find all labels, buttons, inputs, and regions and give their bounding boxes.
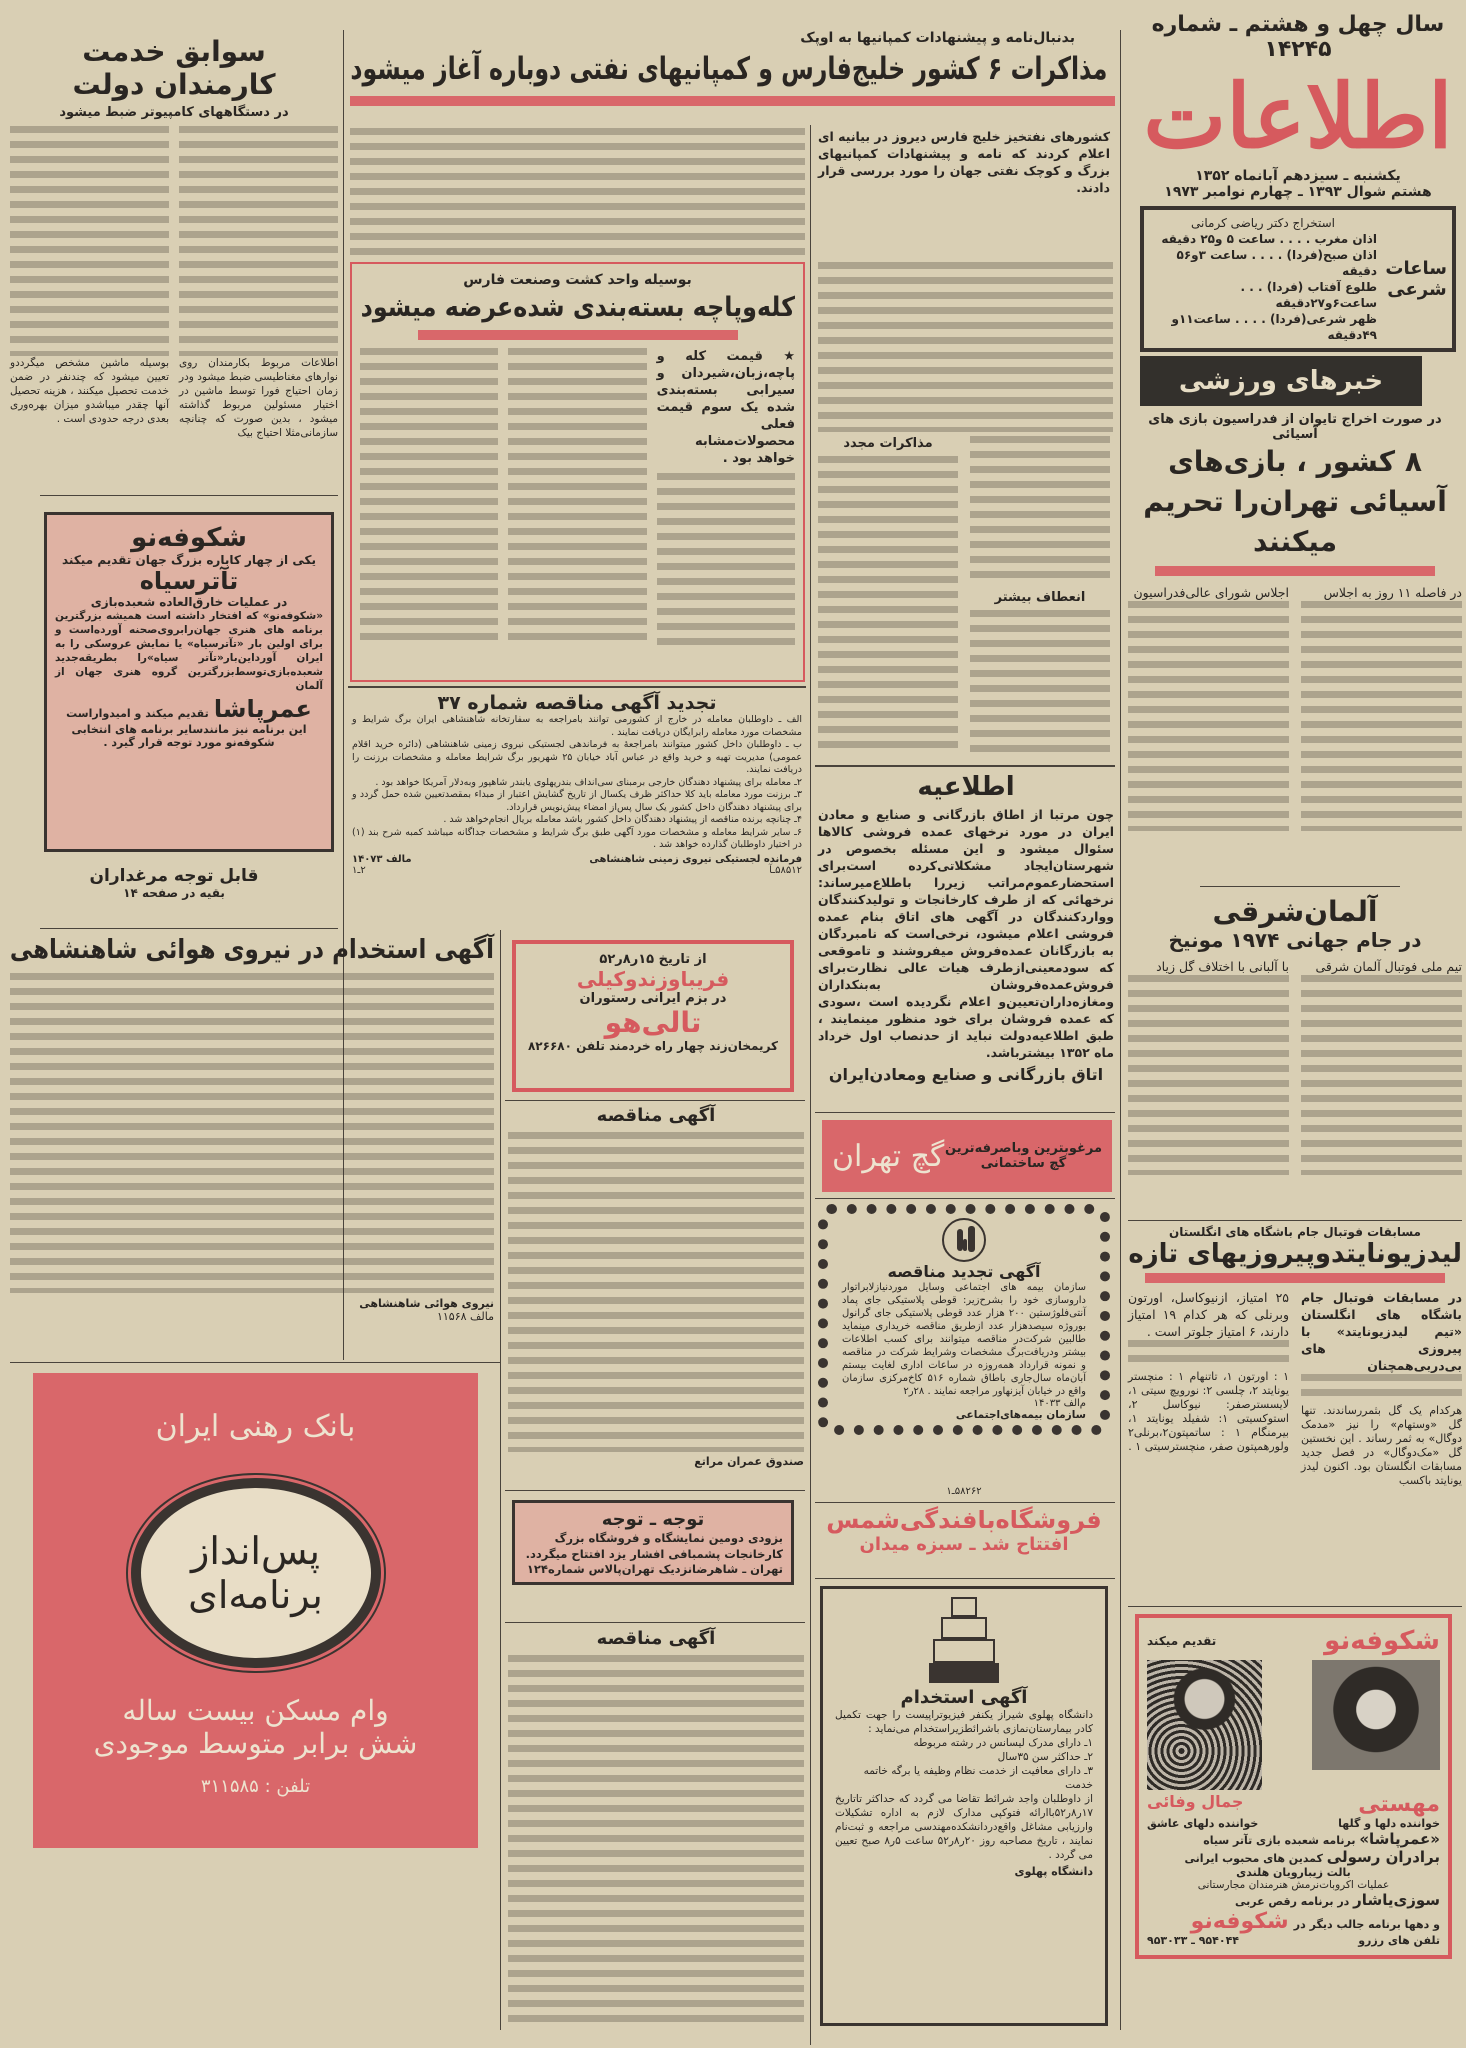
item-title: قابل توجه مرغداران	[89, 866, 259, 886]
article-headline: سوابق خدمت	[82, 35, 266, 68]
tender-title: آگهی تجدید مناقصه	[887, 1262, 1041, 1281]
ad-line: در بزم ایرانی رستوران	[579, 991, 727, 1006]
ad-headline: آگهی استخدام در نیروی هوائی شاهنشاهی	[9, 935, 495, 965]
red-rule	[350, 96, 1115, 106]
taliho-ad	[512, 940, 794, 1092]
kalle-article	[350, 262, 805, 682]
kalle-body-text	[508, 348, 646, 648]
tender-title: تجدید آگهی مناقصه شماره ۳۷	[437, 692, 717, 714]
ad-body: دانشگاه پهلوی شیراز یکنفر فیزیوتراپیست را جهت تکمیل کادر بیمارستان‌نمازی باشرائطزیراستخدام می‌نماید :	[835, 1709, 1093, 1735]
article-headline: آلمان‌شرقی	[1212, 895, 1378, 928]
singer-desc: خواننده دلهای عاشق	[1147, 1817, 1259, 1830]
tender-item: ۳ـ برزنت مورد معامله باید کلا حداکثر ظرف یکسال از تاریخ گشایش اعتبار از مبداء بمقصدتعیین شده حمل گردد و برای پیشنهاد دهندگان داخل کشور یک سال پس‌از امضاء پیش‌نویس قرارداد.	[352, 789, 802, 813]
ad-title: آگهی استخدام	[900, 1687, 1028, 1708]
tender-item: الف ـ داوطلبان معامله در خارج از کشورمی توانند بامراجعه به سفارتخانه شاهنشاهی ایران برگ شرایط و مشخصات مورد معامله رابرایگان دریافت نمایند .	[352, 714, 802, 738]
tender-item: ب ـ داوطلبان داخل کشور میتوانند بامراجعهٔ به فرماندهی لجستیکی نیروی زمینی شاهنشاهی (دائره خرید اقلام عمومی) مدیریت تهیه و خرید واقع در عباس آباد خیابان ۲۵ شهریور برگ شرایط معامله و مشخصات برزنت را دریافت نمایند.	[352, 739, 802, 775]
divider	[815, 1112, 1115, 1113]
ad-artist: فریباوزندوکیلی	[576, 967, 730, 991]
chamber-notice	[818, 772, 1114, 1084]
tender-title: آگهی مناقصه	[596, 1105, 716, 1126]
article-body-text	[179, 126, 338, 356]
prayer-times-box	[1140, 206, 1456, 352]
savings-oval	[131, 1478, 381, 1668]
article-kicker: مسابقات فوتبال جام باشگاه های انگلستان	[1169, 1225, 1421, 1239]
act-desc: بالت زیبارویان هلندی	[1236, 1866, 1351, 1879]
ad-name: عمرپاشا	[213, 695, 312, 723]
ad-address: کریمخان‌زند چهار راه خردمند تلفن ۸۲۶۶۸۰	[527, 1039, 779, 1053]
match-results: ۱ : اورتون ۱، تاتنهام ۱ : منچستر یونایتد ۲، چلسی ۲: نورویچ سیتی ۱، لایسسترصفر: نیوکاسل ۲، استوکسیتی ۱: شفیلد یونایتد ۱، بیرمنگام ۱ : ساتمپتون۲،برنلی۲ ولورهمپتون صفر، منچسترسیتی ۱ .	[1128, 1370, 1290, 1453]
article-kicker: در صورت اخراج تایوان از فدراسیون بازی های آسیائی	[1148, 412, 1442, 442]
article-body-text	[10, 126, 169, 356]
family-logo-icon	[942, 1218, 986, 1262]
ad-footer: این برنامه نیز مانندسایر برنامه های انتخابی شکوفه‌نو مورد توجه قرار گیرد .	[71, 723, 307, 749]
east-germany-article	[1128, 895, 1462, 1175]
civil-servants-article	[10, 35, 338, 440]
issue-number: سال چهل و هشتم ـ شماره ۱۴۲۴۵	[1151, 12, 1445, 62]
article-kicker: در دستگاههای کامپیوتر ضبط میشود	[59, 105, 289, 120]
subhead: مذاکرات مجدد	[843, 436, 933, 451]
masthead	[1130, 0, 1466, 350]
ad-line: در عملیات خارق‌العاده شعبده‌بازی	[90, 595, 288, 609]
ad-brand: شکوفه‌نو	[1324, 1626, 1440, 1656]
column-rule	[500, 930, 501, 2030]
ad-body: از داوطلبان واجد شرائط تقاضا می گردد که حداکثر تاتاریخ ۱۷ر۸ر۵۲باارائه فتوکپی مدارک لازم به اداره تشکیلات وارزیابی مشاغل واقع‌دردانشکده‌مهندسی مراجعه و ثبت‌نام نمایند ، تاریخ مصاحبه روز ۲۰ر۸ر۵۲ ساعت ۵ر۸ صبح تعیین می گردد .	[835, 1793, 1093, 1861]
singer-photo-mahasti	[1312, 1660, 1440, 1770]
ad-requirement: ۲ـ حداکثر سن ۳۵سال	[997, 1751, 1093, 1763]
prayer-times-label: ساعات شرعی	[1385, 258, 1447, 300]
ad-brand: شکوفه‌نو	[131, 523, 247, 553]
divider	[40, 495, 338, 496]
prayer-row: اذان مغرب . . . . ساعت ۵ و۲۵ دقیقه	[1161, 232, 1377, 246]
article-headline: کارمندان دولت	[72, 68, 276, 101]
bank-rahni-ad	[33, 1373, 478, 1848]
tender-item: ۶ـ سایر شرایط معامله و مشخصات مورد آگهی طبق برگ شرایط و مشخصات جداگانه میباشد کمبه شرح بند (۱) در اختیار داوطلبان گذارده خواهد شد .	[352, 826, 802, 850]
act-desc: عملیات اکروبات‌نرمش هنرمندان مجارستانی	[1197, 1879, 1390, 1891]
ad-show: تآترسیاه	[139, 567, 239, 595]
lead-headline: مذاکرات ۶ کشور خلیج‌فارس و کمپانیهای نفتی دوباره آغاز میشود	[350, 51, 1108, 87]
shekufeh-ad-singers	[1135, 1614, 1452, 1959]
column-rule	[810, 125, 811, 2045]
ad-line: یکی از چهار کاباره بزرگ جهان تقدیم میکند	[62, 553, 316, 567]
lead-body-text	[350, 128, 805, 256]
ad-line: مرغوبترین وباصرفه‌ترین	[945, 1141, 1102, 1156]
divider	[815, 765, 1115, 767]
article-paragraph: تیم ملی فوتبال آلمان شرقی	[1315, 959, 1462, 974]
ad-reference: ۵۸۲۶۲ـ۱	[946, 1486, 982, 1497]
article-paragraph: در مسابقات فوتبال جام باشگاه های انگلستان «تیم لیدزیونایتد» با پیروزی های بی‌دربی‌همچنان	[1301, 1290, 1462, 1373]
ad-brand: گچ تهران	[832, 1138, 945, 1174]
article-paragraph: با آلبانی با اختلاف گل زیاد	[1156, 959, 1289, 974]
ad-line: گچ ساختمانی	[980, 1156, 1067, 1171]
article-paragraph: اطلاعات مربوط بکارمندان روی نوارهای مغناطیسی ضبط میشود ودر زمان احتیاج فورا توسط ماشین در اختیار مسئولین مربوط گذاشته میشود ، بدین صورت که چنانچه سازمانی‌مثلا احتیاج بیک	[179, 357, 338, 439]
singer-name: جمال وفائی	[1147, 1792, 1244, 1811]
red-rule	[418, 330, 738, 340]
subhead: انعطاف بیشتر	[994, 590, 1086, 605]
notice-signature: اتاق بازرگانی و صنایع ومعادن‌ایران	[828, 1065, 1104, 1084]
gach-tehran-ad	[822, 1120, 1112, 1192]
airforce-ad	[10, 935, 494, 1360]
ad-signature: دانشگاه پهلوی	[1014, 1865, 1093, 1878]
lead-kicker: بدنبال‌نامه و پیشنهادات کمپانیها به اوپک	[800, 30, 1075, 46]
article-body-text	[1301, 601, 1462, 831]
tender-item: ۲ـ معامله برای پیشنهاد دهندگان خارجی برمبنای سی‌انداف بندرپهلوی یابندر شاهپور وبه‌دلار آمریکا خواهد بود .	[375, 776, 802, 788]
attention-ad	[512, 1500, 794, 1585]
notice-title: اطلاعیه	[917, 772, 1015, 802]
ad-venue: تالی‌هو	[604, 1006, 702, 1039]
lead-body-text	[818, 456, 958, 756]
lead-paragraph: کشورهای نفتخیز خلیج فارس دیروز در بیانیه ای اعلام کردند که نامه و پیشنهادات کمپانیهای بزرگ و کوچک نفتی جهان را مورد بررسی قرار دادند.	[818, 129, 1110, 195]
article-paragraph: بوسیله ماشین مشخص میگرددو تعیین میشود که چندنفر در ضمن خدمت تحصیل میکنند ، هزینه تحصیل آنها چقدر میباشدو میزان بهره‌وری بعدی درجه حدودی است .	[10, 357, 169, 425]
prayer-row: طلوع آفتاب (فردا) . . . ساعت۶و۲۷دقیقه	[1240, 280, 1377, 310]
divider	[1200, 886, 1400, 887]
prayer-credit: استخراج دکتر ریاضی کرمانی	[1191, 216, 1335, 230]
kalle-body-text	[360, 348, 498, 648]
lead-body-text	[818, 262, 1113, 432]
article-paragraph: در فاصله ۱۱ روز به اجلاس	[1323, 585, 1462, 600]
article-body-text	[1128, 1340, 1289, 1370]
tender-37	[348, 686, 806, 926]
article-body-text	[1128, 975, 1289, 1175]
lead-body-text	[970, 610, 1110, 755]
date-line: یکشنبه ـ سیزدهم آبانماه ۱۳۵۲	[1195, 168, 1401, 184]
divider	[505, 1622, 805, 1623]
divider	[1128, 1606, 1462, 1607]
ad-date: از تاریخ ۱۵ر۸ر۵۲	[599, 952, 707, 967]
ad-body-text	[10, 973, 494, 1293]
divider	[505, 1490, 805, 1491]
lead-body-text	[970, 436, 1110, 586]
kalle-kicker: بوسیله واحد کشت وصنعت فارس	[463, 272, 692, 288]
article-headline: لیدزیونایتدوپیروزیهای تازه	[1128, 1239, 1462, 1269]
singer-name: مهستی	[1358, 1792, 1440, 1817]
oval-text: پس‌انداز	[190, 1529, 320, 1573]
article-body-text	[1301, 1374, 1462, 1404]
red-rule	[1145, 1273, 1445, 1283]
ad-line: و دهها برنامه جالب دیگر در	[1293, 1918, 1440, 1931]
divider	[815, 1502, 1115, 1503]
divider	[815, 1198, 1115, 1199]
tender-body-text	[508, 1655, 804, 2025]
notice-body: چون مرتبا از اطاق بازرگانی و صنایع و معادن ایران در مورد نرخهای عمده فروشی کالاها سئوال میشود و این مسئله بخصوص در شهرستان‌ایجاد مشکلاتی‌کرده است‌برای استحضارعموم‌مراتب زیررا باطلاع‌میرساند: نرخهائی که از طرف کارخانجات و تولیدکنندگان وواردکنندگان در آگهی های اتاق بنام عمده فروشی اعلام میشود، نرخی‌است که نامبردگان به بازرگانان عمده‌فروش میفروشند و تاموقعی که سودمعینی‌ازطرف هیات عالی نظارت‌برای فروش‌عمده‌فروشان به‌بنکداران ومغازه‌داران‌تعیین‌و اعلام نگردیده است ،سودی که عمده فروشان برای خود منظور مینمایند ، طبق اطلاعیه‌دولت نباید از حدنصاب اول خرداد ماه ۱۳۵۲ بیشترباشد.	[818, 807, 1114, 1060]
act-desc: کمدین های محبوب ایرانی	[1184, 1852, 1323, 1865]
newspaper-logo: اطلاعات	[1143, 64, 1453, 168]
tender-title: آگهی مناقصه	[596, 1628, 716, 1649]
article-paragraph: ۲۵ امتیاز، ازنیوکاسل، اورتون وبرنلی که هر کدام ۱۹ امتیاز دارند، ۶ امتیاز جلوتر است .	[1128, 1290, 1289, 1339]
ad-code: مالف ۱۱۵۶۸	[436, 1310, 494, 1323]
divider	[10, 1362, 500, 1363]
divider	[505, 1100, 805, 1101]
ad-requirement: ۱ـ دارای مدرک لیسانس در رشته مربوطه	[913, 1737, 1093, 1749]
phones: ۹۵۴۰۴۴ ـ ۹۵۳۰۳۳	[1147, 1934, 1240, 1947]
ad-body: «شکوفه‌نو» که افتخار داشته است همیشه بزرگترین برنامه های هنری جهان‌رابروی‌صحنه آورده‌است و برای اولین بار «تآترسیاه» یا نمایش عروسکی را به ایران آورداین‌بار«تآتر سیاه»را بطریقه‌جدید شعبده‌بازی‌توسط‌بزرگترین گروه هنری جهان از آلمان	[55, 610, 323, 692]
kalle-headline: کله‌وپاچه بسته‌بندی شده‌عرضه میشود	[360, 292, 795, 323]
ad-line: وام مسکن بیست ساله	[122, 1694, 389, 1727]
ad-title: توجه ـ توجه	[601, 1509, 705, 1530]
divider	[1128, 1220, 1462, 1221]
tender-body: سازمان بیمه های اجتماعی وسایل موردنیازلابراتوار داروسازی خود را بشرح‌زیر: قوطی پلاستیکی جای پماد آنتی‌فلوژستین ۲۰۰ هزار عدد قوطی پلاستیکی جای گرانول بوروژه سیصدهزار عدد ازطریق مناقصه خریداری مینماید طالبین شرکت‌در مناقصه میتوانند برای کسب اطلاعات بیشتر ودریافت‌برگ مشخصات وشرایط شرکت در مناقصه و نمونه قرارداد همه‌روزه در ساعات اداری لغایت بیستم آبان‌ماه سال‌جاری باطاق شماره ۵۱۶ کاخ‌مرکزی سازمان واقع در خیابان آیزنهاور مراجعه نمایند . ۲۸ر۲	[842, 1282, 1086, 1397]
shams-ad	[818, 1506, 1110, 1555]
article-headline: ۸ کشور ، بازی‌های آسیائی تهران‌را تحریم میکنند	[1143, 445, 1447, 558]
shekufeh-ad-theatre	[44, 512, 334, 852]
tender-lower	[508, 1628, 804, 2038]
ad-signature: نیروی هوائی شاهنشاهی	[359, 1297, 494, 1310]
continued-note: بقیه در صفحه ۱۴	[123, 886, 225, 900]
poultry-item	[10, 866, 338, 900]
pahlavi-university-ad	[820, 1586, 1108, 2026]
kalle-lead: ★ قیمت کله و پاچه،زبان،شیردان و سیرابی بسته‌بندی شده یک سوم قیمت فعلی محصولات‌مشابه خواهد بود .	[656, 349, 795, 466]
tender-item: ۴ـ چنانچه برنده مناقصه از پیشنهاد دهندگان داخل کشور باشد معامله بریال انجام‌خواهد شد .	[443, 814, 802, 825]
insurance-tender	[818, 1204, 1110, 1435]
phones-label: تلفن های رزرو	[1358, 1934, 1440, 1947]
tender-signature: صندوق عمران مراتع	[694, 1455, 804, 1468]
ad-line: تقدیم میکند	[1147, 1634, 1217, 1648]
article-subheadline: در جام جهانی ۱۹۷۴ مونیخ	[1168, 928, 1422, 952]
column-rule	[1120, 30, 1121, 2030]
ad-phone: تلفن : ۳۱۱۵۸۵	[200, 1776, 311, 1797]
tender-code: ۲ـ۱	[352, 864, 366, 876]
date-line: هشتم شوال ۱۳۹۳ ـ چهارم نوامبر ۱۹۷۳	[1164, 184, 1432, 200]
ad-line: افتتاح شد ـ سبزه میدان	[859, 1534, 1069, 1555]
divider	[815, 1578, 1115, 1579]
lead-article	[350, 30, 1115, 112]
tender-code: م‌الف ۱۴۰۳۳	[1033, 1398, 1086, 1409]
singer-photo-jamal	[1147, 1660, 1262, 1790]
bank-name: بانک رهنی ایران	[155, 1409, 356, 1444]
article-paragraph: اجلاس شورای عالی‌فدراسیون	[1133, 585, 1289, 600]
ad-line: شش برابر متوسط موجودی	[93, 1727, 418, 1760]
tender-code: ۵۸۵۱۲ـآ	[769, 864, 802, 876]
tender-signature: فرمانده لجستیکی نیروی زمینی شاهنشاهی	[589, 853, 802, 865]
prayer-row: اذان صبح(فردا) . . . . ساعت ۳و۵۶ دقیقه	[1176, 248, 1377, 278]
ad-title: فروشگاه‌بافندگی‌شمس	[826, 1506, 1102, 1534]
act-desc: برنامه شعبده بازی تآتر سیاه	[1203, 1834, 1356, 1847]
act-name: «عمرپاشا»	[1359, 1830, 1440, 1848]
act-name: سوزی‌یاشار	[1353, 1891, 1440, 1909]
kalle-body-text	[657, 473, 795, 653]
red-rule	[1155, 566, 1435, 576]
leeds-article	[1128, 1225, 1462, 1488]
act-desc: در برنامه رقص عربی	[1234, 1895, 1350, 1908]
article-paragraph: هرکدام یک گل بثمررساندند. تنها گل «وستهام» را نیز «مدمک دوگال» به ثمر رساند . این نخستین گل «مک‌دوگال» در فصل جدید مسابقات انگلستان بود. اکنون لیدز یونایتد باکسب	[1301, 1404, 1462, 1487]
ad-line: تقدیم میکند و امیدواراست	[66, 707, 209, 720]
pasture-tender	[508, 1105, 804, 1485]
tender-code: مالف ۱۴۰۷۳	[352, 853, 412, 865]
ad-brand: شکوفه‌نو	[1190, 1909, 1289, 1934]
prayer-row: ظهر شرعی(فردا) . . . . ساعت۱۱و ۴۹دقیقه	[1171, 312, 1377, 342]
university-logo-icon	[929, 1597, 999, 1687]
tender-body-text	[508, 1132, 804, 1452]
ad-body: بزودی دومین نمایشگاه و فروشگاه بزرگ کارخانجات پشمبافی افشار یزد افتتاح میگردد.	[525, 1531, 783, 1561]
sports-article	[1128, 412, 1462, 831]
tender-signature: سازمان بیمه‌های‌اجتماعی	[955, 1409, 1086, 1421]
article-body-text	[1301, 975, 1462, 1175]
sports-section-header: خبرهای ورزشی	[1140, 356, 1422, 406]
divider	[40, 928, 338, 929]
ad-address: تهران ـ شاهرضانزدیک تهران‌پالاس شماره۱۲۴	[526, 1562, 783, 1576]
article-body-text	[1128, 601, 1289, 831]
singer-desc: خواننده دلها و گلها	[1338, 1817, 1440, 1830]
ad-requirement: ۳ـ دارای معافیت از خدمت نظام وظیفه یا برگه خاتمه خدمت	[863, 1765, 1093, 1791]
act-name: برادران رسولی	[1326, 1848, 1440, 1866]
oval-text: برنامه‌ای	[188, 1573, 323, 1617]
